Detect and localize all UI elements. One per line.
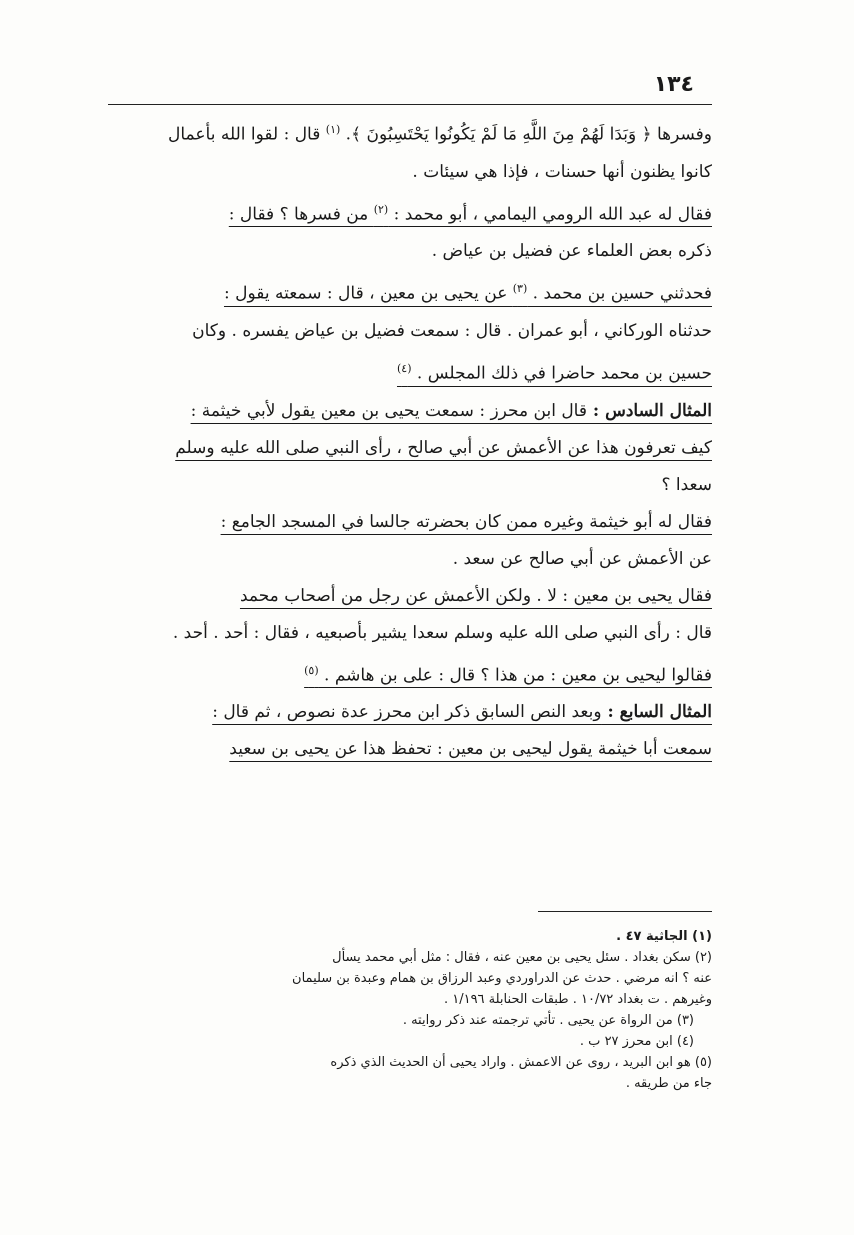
footnote-ref: (٥) [304, 663, 319, 677]
footnote: (٢) سكن بغداد . سئل يحيى بن معين عنه ، فقال : مثل أبي محمد يسأل [332, 950, 712, 965]
footnote-ref: (١) [325, 123, 341, 136]
footnote: (١) الجاثية ٤٧ . [616, 929, 712, 944]
text-line: المثال السابع : وبعد النص السابق ذكر ابن محرز عدة نصوص ، ثم قال : [212, 702, 712, 723]
footnote: وغيرهم . ت بغداد ١٠/٧٢ . طبقات الحنابلة ١/١٩٦ . [443, 992, 712, 1007]
footnote-rule [538, 911, 712, 912]
main-text [100, 118, 712, 775]
text-line: فقال له أبو خيثمة وغيره ممن كان بحضرته جالسا في المسجد الجامع : [220, 511, 712, 532]
text-line: حسين بن محمد حاضرا في ذلك المجلس . $^{(٤)}$ [396, 361, 712, 384]
text-line: فقال له عبد الله الرومي اليمامي ، أبو محمد : $^{(٢)}$ من فسرها ؟ فقال : [228, 202, 712, 225]
text-line: وفسرها ﴿ وَبَدَا لَهُمْ مِنَ اللَّهِ مَا لَمْ يَكُونُوا يَحْتَسِبُونَ ﴾. $^{(١)}$ قال : لقوا الله بأعمال [168, 123, 712, 145]
section-heading: المثال السادس : [587, 400, 712, 421]
text-line: كانوا يظنون أنها حسنات ، فإذا هي سيئات . [412, 161, 712, 182]
text-line: المثال السادس : قال ابن محرز : سمعت يحيى بن معين يقول لأبي خيثمة : [190, 400, 712, 421]
text-line: سمعت أبا خيثمة يقول ليحيى بن معين : تحفظ هذا عن يحيى بن سعيد [229, 739, 712, 760]
footnote-ref: (٤) [396, 361, 412, 375]
footnote: (٤) ابن محرز ٢٧ ب . [579, 1034, 694, 1049]
text-line: فقالوا ليحيى بن معين : من هذا ؟ قال : على بن هاشم . $^{(٥)}$ [304, 663, 712, 686]
text-line: ذكره بعض العلماء عن فضيل بن عياض . [431, 241, 712, 262]
footnote-ref: (٢) [373, 202, 389, 216]
text-line: عن الأعمش عن أبي صالح عن سعد . [452, 548, 712, 569]
section-heading: المثال السابع : [601, 702, 712, 723]
footnote: جاء من طريقه . [625, 1076, 712, 1091]
footnote: (٥) هو ابن البريد ، روى عن الاعمش . واراد يحيى أن الحديث الذي ذكره [330, 1055, 712, 1070]
text-line: حدثناه الوركاني ، أبو عمران . قال : سمعت فضيل بن عياض يفسره . وكان [192, 320, 712, 341]
footnote: عنه ؟ انه مرضي . حدث عن الدراوردي وعبد الرزاق بن همام وعبدة بن سليمان [292, 971, 712, 986]
footnote-ref: (٣) [512, 282, 528, 296]
text-line: فحدثني حسين بن محمد . $^{(٣)}$ عن يحيى بن معين ، قال : سمعته يقول : [223, 282, 712, 304]
text-line: سعدا ؟ [661, 474, 712, 495]
text-line: فقال يحيى بن معين : لا . ولكن الأعمش عن رجل من أصحاب محمد [239, 585, 712, 606]
text-line: كيف تعرفون هذا عن الأعمش عن أبي صالح ، رأى النبي صلى الله عليه وسلم [175, 437, 712, 458]
page-number: ١٣٤ [653, 72, 694, 97]
footnotes [100, 926, 712, 1094]
footnote: (٣) من الرواة عن يحيى . تأتي ترجمته عند ذكر روايته . [402, 1013, 694, 1028]
text-line: قال : رأى النبي صلى الله عليه وسلم سعدا يشير بأصبعيه ، فقال : أحد . أحد . [172, 622, 712, 643]
header-rule [108, 104, 712, 105]
